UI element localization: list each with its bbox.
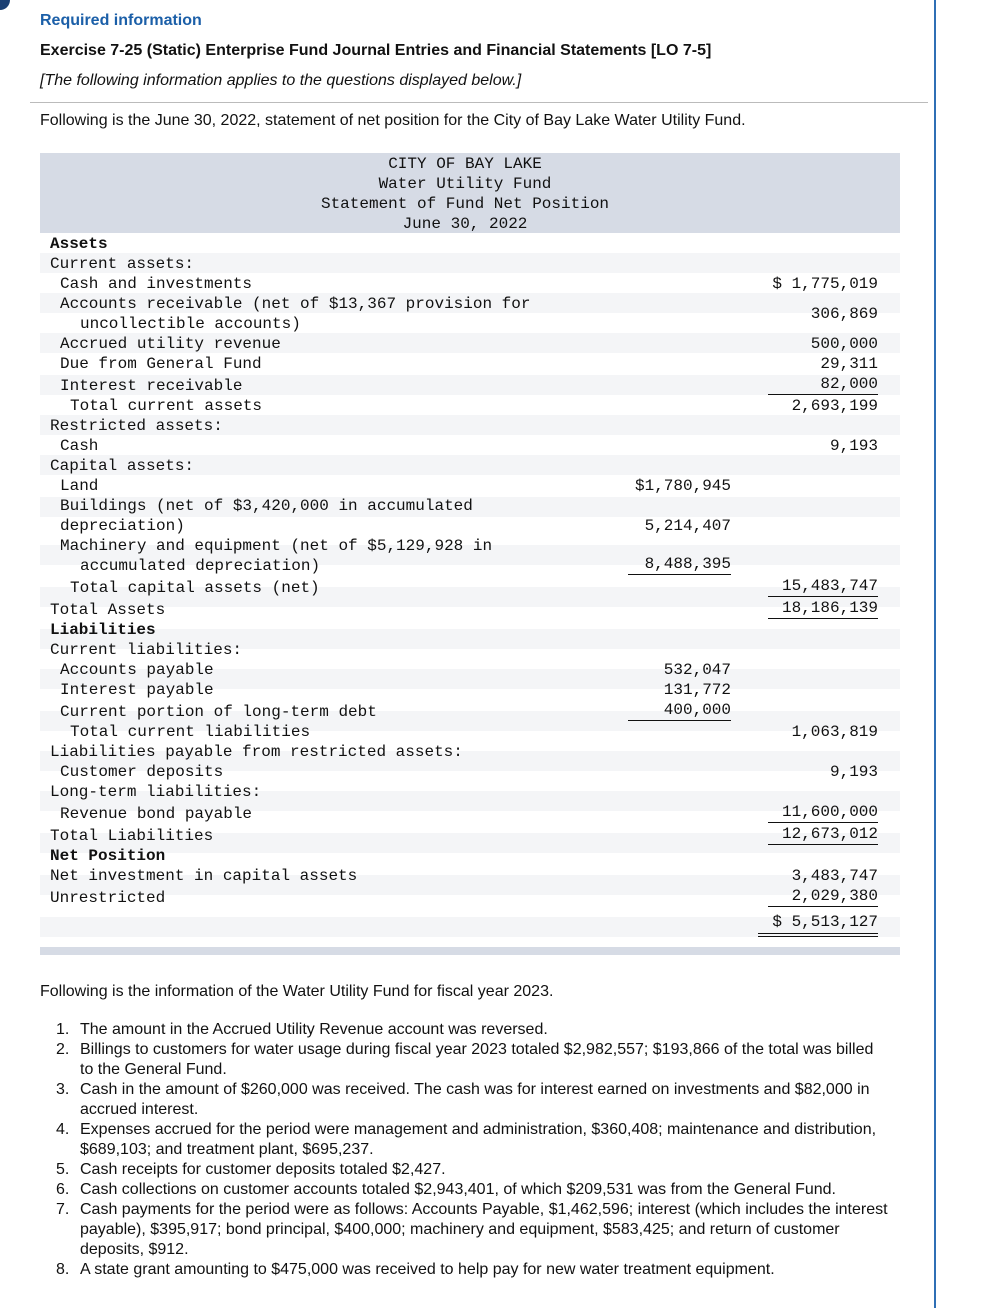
capital-assets-label: Capital assets: — [50, 457, 195, 475]
list-item: 1. The amount in the Accrued Utility Revenue account was reversed. — [56, 1021, 548, 1038]
underline — [768, 822, 878, 823]
revenue-bond-label: Revenue bond payable — [60, 805, 253, 823]
cash-investments-value: $ 1,775,019 — [772, 275, 878, 293]
list-item: 3. Cash in the amount of $260,000 was received. The cash was for interest earned on investments and $82,000 in accrued interest. — [56, 1081, 870, 1118]
double-underline — [758, 936, 878, 937]
fy2023-info-title: Following is the information of the Water Utility Fund for fiscal year 2023. — [40, 983, 554, 1000]
current-assets-label: Current assets: — [50, 255, 195, 273]
due-general-fund-label: Due from General Fund — [60, 355, 262, 373]
total-capital-assets-value: 15,483,747 — [781, 577, 878, 595]
accounts-receivable-value: 306,869 — [810, 305, 878, 323]
revenue-bond-value: 11,600,000 — [781, 803, 878, 821]
net-position-heading: Net Position — [50, 847, 166, 865]
statement-date: June 30, 2022 — [402, 215, 528, 233]
customer-deposits-value: 9,193 — [829, 763, 878, 781]
current-portion-debt-label: Current portion of long-term debt — [60, 703, 377, 721]
current-portion-debt-value: 400,000 — [663, 701, 731, 719]
total-liabilities-label: Total Liabilities — [50, 827, 214, 845]
restricted-cash-label: Cash — [60, 437, 99, 455]
accounts-receivable-label: Accounts receivable (net of $13,367 provision for — [60, 295, 531, 313]
underline — [768, 618, 878, 619]
total-capital-assets-label: Total capital assets (net) — [70, 579, 320, 597]
customer-deposits-label: Customer deposits — [60, 763, 224, 781]
machinery-value: 8,488,395 — [644, 555, 731, 573]
total-current-assets-value: 2,693,199 — [791, 397, 878, 415]
statement-title: Statement of Fund Net Position — [320, 195, 610, 213]
total-assets-label: Total Assets — [50, 601, 166, 619]
machinery-label: Machinery and equipment (net of $5,129,928 in — [60, 537, 493, 555]
divider — [30, 102, 928, 103]
underline — [768, 596, 878, 597]
info-note: [The following information applies to the questions displayed below.] — [40, 72, 522, 89]
liabilities-restricted-label: Liabilities payable from restricted assets: — [50, 743, 463, 761]
list-item: 2. Billings to customers for water usage during fiscal year 2023 totaled $2,982,557; $193,866 of the total was billed to the General Fund. — [56, 1041, 874, 1078]
underline — [768, 844, 878, 845]
interest-payable-label: Interest payable — [60, 681, 214, 699]
list-item: 6. Cash collections on customer accounts totaled $2,943,401, of which $209,531 was from the General Fund. — [56, 1181, 836, 1198]
machinery-label-cont: accumulated depreciation) — [80, 557, 321, 575]
current-liabilities-label: Current liabilities: — [50, 641, 243, 659]
accrued-revenue-value: 500,000 — [810, 335, 878, 353]
corner-indicator — [0, 0, 10, 10]
statement-city: CITY OF BAY LAKE — [388, 155, 542, 173]
buildings-label: Buildings (net of $3,420,000 in accumulated — [60, 497, 473, 515]
underline — [768, 906, 878, 907]
intro-text: Following is the June 30, 2022, statement of net position for the City of Bay Lake Water Utility Fund. — [40, 112, 746, 129]
required-info-heading: Required information — [40, 12, 202, 29]
unrestricted-label: Unrestricted — [50, 889, 166, 907]
list-item: 8. A state grant amounting to $475,000 was received to help pay for new water treatment equipment. — [56, 1261, 775, 1278]
accounts-payable-value: 532,047 — [663, 661, 731, 679]
accounts-payable-label: Accounts payable — [60, 661, 214, 679]
net-investment-label: Net investment in capital assets — [50, 867, 358, 885]
liabilities-heading: Liabilities — [50, 621, 156, 639]
total-assets-value: 18,186,139 — [781, 599, 878, 617]
statement-fund: Water Utility Fund — [378, 175, 552, 193]
accrued-revenue-label: Accrued utility revenue — [60, 335, 281, 353]
list-item: 4. Expenses accrued for the period were management and administration, $360,408; maintenance and distribution, $689,103; and treatment plant, $695,237. — [56, 1121, 877, 1158]
interest-receivable-label: Interest receivable — [60, 377, 243, 395]
accounts-receivable-label-cont: uncollectible accounts) — [80, 315, 301, 333]
due-general-fund-value: 29,311 — [820, 355, 878, 373]
underline — [768, 394, 878, 395]
total-liabilities-value: 12,673,012 — [781, 825, 878, 843]
land-value: $1,780,945 — [634, 477, 731, 495]
double-underline — [758, 933, 878, 934]
interest-receivable-value: 82,000 — [820, 375, 878, 393]
total-current-liabilities-label: Total current liabilities — [70, 723, 311, 741]
total-net-position-value: $ 5,513,127 — [772, 913, 878, 931]
restricted-cash-value: 9,193 — [829, 437, 878, 455]
transactions-list — [40, 1020, 890, 1280]
statement-footer — [40, 947, 900, 955]
list-item: 5. Cash receipts for customer deposits totaled $2,427. — [56, 1161, 446, 1178]
total-current-liabilities-value: 1,063,819 — [791, 723, 878, 741]
interest-payable-value: 131,772 — [663, 681, 731, 699]
restricted-assets-label: Restricted assets: — [50, 417, 223, 435]
right-border — [934, 0, 936, 1308]
buildings-label-cont: depreciation) — [60, 517, 185, 535]
underline — [628, 720, 731, 721]
exercise-title: Exercise 7-25 (Static) Enterprise Fund Journal Entries and Financial Statements [LO 7-5] — [40, 42, 712, 59]
statement-net-position — [40, 153, 900, 955]
long-term-liabilities-label: Long-term liabilities: — [50, 783, 262, 801]
total-current-assets-label: Total current assets — [70, 397, 263, 415]
underline — [628, 574, 731, 575]
list-item: 7. Cash payments for the period were as follows: Accounts Payable, $1,462,596; interest (which includes the interest payable), $395,917; bond principal, $400,000; machinery and equipment, $583,425; and return of customer deposits, $912. — [56, 1201, 888, 1258]
cash-investments-label: Cash and investments — [60, 275, 253, 293]
buildings-value: 5,214,407 — [644, 517, 731, 535]
unrestricted-value: 2,029,380 — [791, 887, 878, 905]
land-label: Land — [60, 477, 99, 495]
assets-heading: Assets — [50, 235, 108, 253]
net-investment-value: 3,483,747 — [791, 867, 878, 885]
